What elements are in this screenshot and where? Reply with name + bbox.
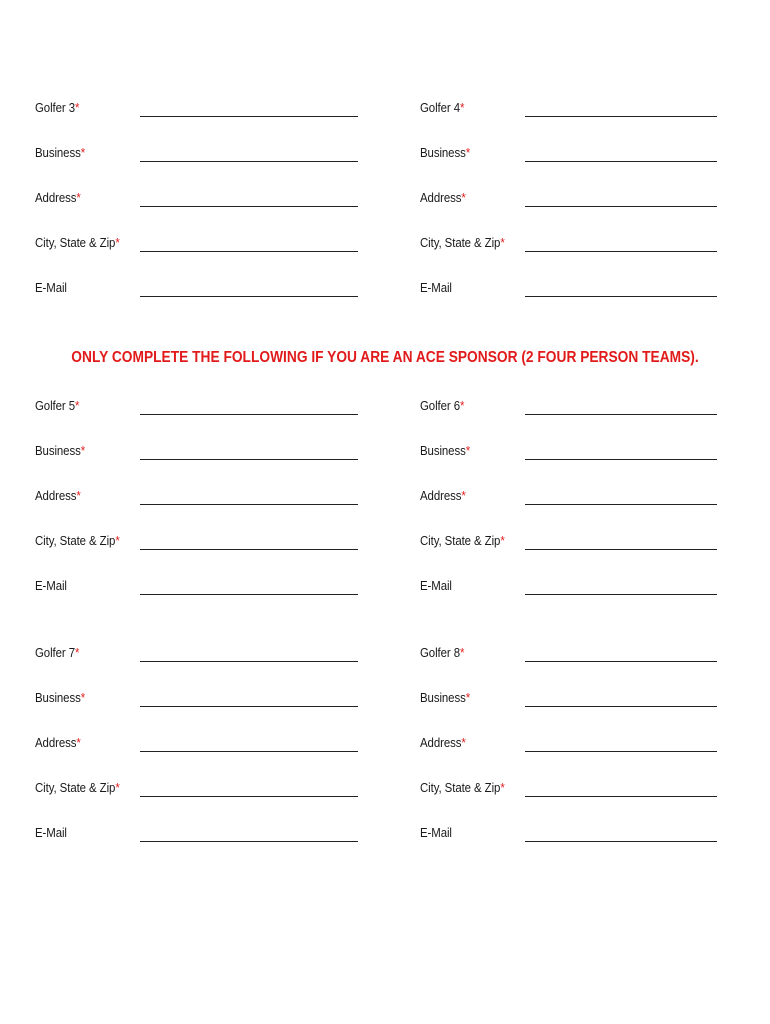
field-label-text: E-Mail — [35, 825, 67, 840]
field-label-text: E-Mail — [420, 825, 452, 840]
golfer-8-address-field[interactable] — [525, 751, 717, 752]
golfer-6-business-label — [420, 443, 470, 459]
golfer-4-e-mail-field[interactable] — [525, 296, 717, 297]
golfer-4-business-field[interactable] — [525, 161, 717, 162]
golfer-7-city-state-and-zip-label — [35, 780, 120, 796]
golfer-8-name-label — [420, 645, 464, 661]
required-asterisk: * — [80, 690, 86, 705]
golfer-7-address-field[interactable] — [140, 751, 358, 752]
golfer-7-address-label — [35, 735, 81, 751]
golfer-7-name-field[interactable] — [140, 661, 358, 662]
golfer-7-name-label — [35, 645, 79, 661]
golfer-6-name-label — [420, 398, 464, 414]
golfer-4-address-label — [420, 190, 466, 206]
golfer-3-city-state-and-zip-label — [35, 235, 120, 251]
required-asterisk: * — [115, 533, 120, 548]
field-label-text: Address — [420, 735, 462, 750]
golfer-8-name-field[interactable] — [525, 661, 717, 662]
field-label-text: Business — [35, 690, 81, 705]
ace-sponsor-notice: ONLY COMPLETE THE FOLLOWING IF YOU ARE AN ACE SPONSOR (2 FOUR PERSON TEAMS). — [71, 349, 699, 366]
required-asterisk: * — [459, 100, 465, 115]
field-label-text: E-Mail — [420, 280, 452, 295]
field-label-text: Business — [420, 690, 466, 705]
golfer-7-business-field[interactable] — [140, 706, 358, 707]
golfer-4-address-field[interactable] — [525, 206, 717, 207]
golfer-6-city-state-and-zip-label — [420, 533, 505, 549]
required-asterisk: * — [465, 145, 471, 160]
golfer-6-e-mail-field[interactable] — [525, 594, 717, 595]
golfer-5-city-state-and-zip-field[interactable] — [140, 549, 358, 550]
required-asterisk: * — [80, 443, 86, 458]
field-label-text: Business — [35, 145, 81, 160]
golfer-8-city-state-and-zip-label — [420, 780, 505, 796]
field-label-text: Golfer 5 — [35, 398, 75, 413]
field-label-text: Golfer 8 — [420, 645, 460, 660]
golfer-3-name-label — [35, 100, 79, 116]
golfer-6-city-state-and-zip-field[interactable] — [525, 549, 717, 550]
golfer-5-name-field[interactable] — [140, 414, 358, 415]
golfer-3-address-field[interactable] — [140, 206, 358, 207]
required-asterisk: * — [465, 690, 471, 705]
required-asterisk: * — [74, 398, 80, 413]
field-label-text: Business — [35, 443, 81, 458]
field-label-text: City, State & Zip — [35, 235, 116, 250]
field-label-text: Address — [35, 488, 77, 503]
required-asterisk: * — [76, 735, 81, 750]
golfer-6-address-field[interactable] — [525, 504, 717, 505]
golfer-7-city-state-and-zip-field[interactable] — [140, 796, 358, 797]
golfer-5-business-label — [35, 443, 85, 459]
golfer-5-city-state-and-zip-label — [35, 533, 120, 549]
golfer-6-business-field[interactable] — [525, 459, 717, 460]
required-asterisk: * — [500, 235, 505, 250]
required-asterisk: * — [76, 190, 81, 205]
field-label-text: City, State & Zip — [420, 235, 501, 250]
golfer-3-e-mail-label — [35, 280, 67, 296]
golfer-4-name-label — [420, 100, 464, 116]
field-label-text: City, State & Zip — [35, 533, 116, 548]
required-asterisk: * — [76, 488, 81, 503]
golfer-8-business-field[interactable] — [525, 706, 717, 707]
golfer-4-city-state-and-zip-label — [420, 235, 505, 251]
golfer-5-address-field[interactable] — [140, 504, 358, 505]
golfer-7-business-label — [35, 690, 85, 706]
golfer-4-business-label — [420, 145, 470, 161]
golfer-5-e-mail-field[interactable] — [140, 594, 358, 595]
golfer-6-name-field[interactable] — [525, 414, 717, 415]
field-label-text: Business — [420, 443, 466, 458]
golfer-8-city-state-and-zip-field[interactable] — [525, 796, 717, 797]
required-asterisk: * — [115, 235, 120, 250]
golfer-6-e-mail-label — [420, 578, 452, 594]
field-label-text: Address — [35, 735, 77, 750]
required-asterisk: * — [500, 533, 505, 548]
golfer-8-address-label — [420, 735, 466, 751]
golfer-3-city-state-and-zip-field[interactable] — [140, 251, 358, 252]
field-label-text: Golfer 3 — [35, 100, 75, 115]
golfer-6-address-label — [420, 488, 466, 504]
golfer-7-e-mail-field[interactable] — [140, 841, 358, 842]
required-asterisk: * — [461, 735, 466, 750]
golfer-4-city-state-and-zip-field[interactable] — [525, 251, 717, 252]
field-label-text: Address — [420, 488, 462, 503]
field-label-text: Business — [420, 145, 466, 160]
field-label-text: Golfer 6 — [420, 398, 460, 413]
required-asterisk: * — [500, 780, 505, 795]
golfer-5-address-label — [35, 488, 81, 504]
field-label-text: City, State & Zip — [420, 780, 501, 795]
golfer-5-e-mail-label — [35, 578, 67, 594]
golfer-4-e-mail-label — [420, 280, 452, 296]
field-label-text: E-Mail — [420, 578, 452, 593]
required-asterisk: * — [80, 145, 86, 160]
field-label-text: Golfer 4 — [420, 100, 460, 115]
golfer-4-name-field[interactable] — [525, 116, 717, 117]
golfer-3-e-mail-field[interactable] — [140, 296, 358, 297]
field-label-text: City, State & Zip — [35, 780, 116, 795]
required-asterisk: * — [115, 780, 120, 795]
required-asterisk: * — [465, 443, 471, 458]
golfer-5-name-label — [35, 398, 79, 414]
golfer-8-business-label — [420, 690, 470, 706]
field-label-text: City, State & Zip — [420, 533, 501, 548]
golfer-7-e-mail-label — [35, 825, 67, 841]
field-label-text: Address — [420, 190, 462, 205]
required-asterisk: * — [74, 645, 80, 660]
golfer-3-address-label — [35, 190, 81, 206]
required-asterisk: * — [461, 488, 466, 503]
field-label-text: Address — [35, 190, 77, 205]
required-asterisk: * — [74, 100, 80, 115]
field-label-text: E-Mail — [35, 578, 67, 593]
required-asterisk: * — [459, 398, 465, 413]
golfer-3-name-field[interactable] — [140, 116, 358, 117]
golfer-5-business-field[interactable] — [140, 459, 358, 460]
field-label-text: Golfer 7 — [35, 645, 75, 660]
golfer-3-business-field[interactable] — [140, 161, 358, 162]
required-asterisk: * — [461, 190, 466, 205]
golfer-8-e-mail-field[interactable] — [525, 841, 717, 842]
field-label-text: E-Mail — [35, 280, 67, 295]
golfer-8-e-mail-label — [420, 825, 452, 841]
required-asterisk: * — [459, 645, 465, 660]
golfer-3-business-label — [35, 145, 85, 161]
